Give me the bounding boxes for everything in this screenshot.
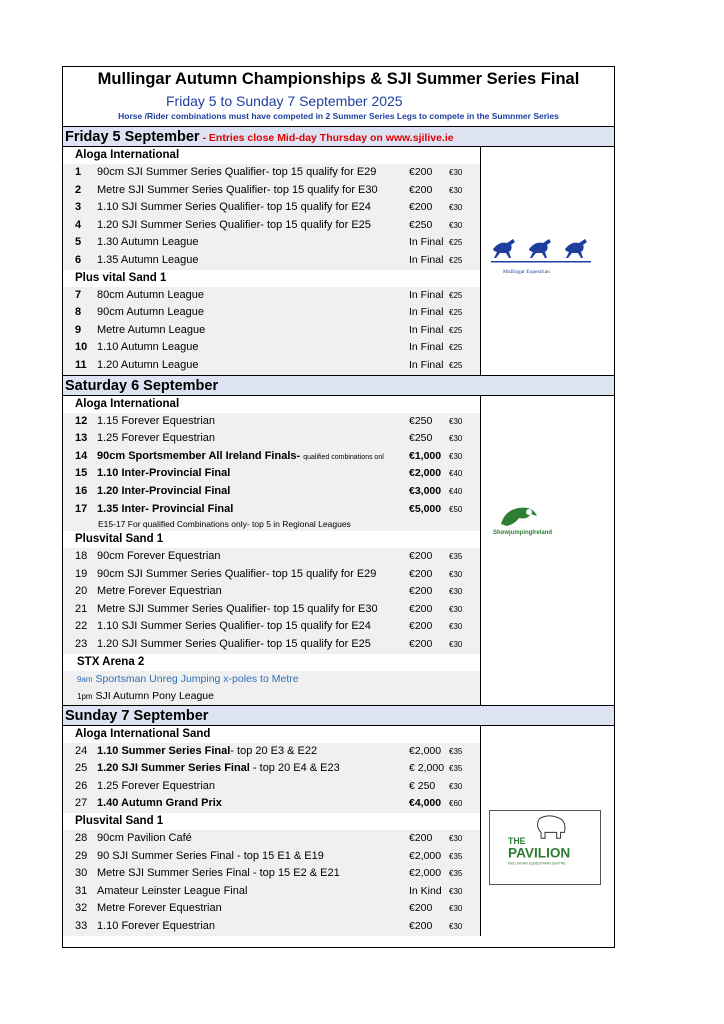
class-title: Metre Forever Equestrian bbox=[97, 902, 222, 915]
class-number: 9 bbox=[75, 323, 82, 336]
class-row bbox=[63, 413, 480, 431]
class-title-bold: 1.10 Summer Series Final bbox=[97, 744, 231, 757]
class-number: 13 bbox=[75, 432, 88, 445]
class-description bbox=[97, 164, 409, 182]
class-number: 30 bbox=[75, 867, 88, 880]
class-number: 2 bbox=[75, 183, 82, 196]
class-title: 90cm SJI Summer Series Qualifier- top 15 qualify for E29 bbox=[97, 567, 377, 580]
entry-fee: €25 bbox=[449, 308, 463, 318]
prize-fund: € 2,000 bbox=[409, 762, 445, 775]
class-title: - top 20 E4 & E23 bbox=[249, 762, 340, 775]
class-row bbox=[63, 217, 480, 235]
class-title: 1.20 SJI Summer Series Qualifier- top 15 qualify for E25 bbox=[97, 218, 371, 231]
class-list bbox=[63, 413, 480, 519]
class-number: 14 bbox=[75, 449, 88, 462]
prize-fund: €2,000 bbox=[409, 849, 442, 862]
prize-fund: €250 bbox=[409, 414, 433, 427]
entry-fee: €35 bbox=[449, 764, 463, 774]
class-row bbox=[63, 830, 480, 848]
entry-fee: €30 bbox=[449, 569, 463, 579]
entry-fee: €30 bbox=[449, 781, 463, 791]
class-title: 1.20 SJI Summer Series Qualifier- top 15 qualify for E25 bbox=[97, 638, 371, 651]
class-description bbox=[97, 918, 409, 936]
entry-fee: €25 bbox=[449, 343, 463, 353]
class-title-bold: 1.20 SJI Summer Series Final bbox=[97, 762, 250, 775]
entry-fee: €30 bbox=[449, 185, 463, 195]
class-qualifier-note: qualified combinations onl bbox=[303, 453, 384, 461]
class-row bbox=[63, 601, 480, 619]
mullingar-equestrian-logo bbox=[489, 231, 609, 281]
sunday-block bbox=[63, 726, 614, 936]
class-row bbox=[63, 182, 480, 200]
class-title: 1.35 Autumn League bbox=[97, 253, 199, 266]
class-number: 24 bbox=[75, 744, 88, 757]
class-row bbox=[63, 199, 480, 217]
day-header-saturday bbox=[63, 375, 614, 396]
class-title: 1.20 Autumn League bbox=[97, 358, 199, 371]
venue-label: Aloga International bbox=[63, 396, 480, 413]
class-title: 1.10 SJI Summer Series Qualifier- top 15 qualify for E24 bbox=[97, 201, 371, 214]
prize-fund: In Final bbox=[409, 306, 444, 319]
prize-fund: €200 bbox=[409, 602, 433, 615]
class-title: 90cm Autumn League bbox=[97, 306, 205, 319]
class-row bbox=[63, 483, 480, 501]
class-number: 19 bbox=[75, 567, 88, 580]
prize-fund: €200 bbox=[409, 550, 433, 563]
class-number: 32 bbox=[75, 902, 88, 915]
entry-fee: €30 bbox=[449, 451, 463, 461]
class-description: Sportsman Unreg Jumping x-poles to Metre bbox=[95, 672, 299, 685]
class-title: Amateur Leinster League Final bbox=[97, 884, 248, 897]
class-description bbox=[97, 483, 409, 501]
qualification-note: E15-17 For qualified Combinations only- top 5 in Regional Leagues bbox=[98, 519, 351, 530]
class-number: 6 bbox=[75, 253, 82, 266]
class-description bbox=[97, 601, 409, 619]
schedule-sheet bbox=[62, 66, 615, 948]
entry-fee: €30 bbox=[449, 416, 463, 426]
class-description bbox=[97, 618, 409, 636]
showjumping-ireland-logo bbox=[489, 500, 581, 538]
day-header-sunday bbox=[63, 705, 614, 726]
entry-fee: €30 bbox=[449, 203, 463, 213]
class-title: 90cm Sportsmember All Ireland Finals- bbox=[97, 449, 301, 462]
class-row bbox=[63, 357, 480, 375]
class-title: 80cm Autumn League bbox=[97, 288, 205, 301]
class-number: 20 bbox=[75, 585, 88, 598]
class-title: 1.25 Forever Equestrian bbox=[97, 432, 216, 445]
class-row bbox=[63, 636, 480, 654]
class-list bbox=[63, 743, 480, 813]
class-description bbox=[97, 322, 409, 340]
day-title: Sunday 7 September bbox=[65, 707, 209, 724]
class-title: Metre SJI Summer Series Final - top 15 E2 & E21 bbox=[97, 867, 340, 880]
class-number: 31 bbox=[75, 884, 88, 897]
header bbox=[63, 67, 614, 126]
class-title: 1.15 Forever Equestrian bbox=[97, 414, 216, 427]
class-description bbox=[97, 430, 409, 448]
entry-fee: €40 bbox=[449, 486, 463, 496]
entry-fee: €30 bbox=[449, 220, 463, 230]
prize-fund: €200 bbox=[409, 567, 433, 580]
class-row bbox=[63, 778, 480, 796]
entry-fee: €25 bbox=[449, 360, 463, 370]
prize-fund: In Final bbox=[409, 253, 444, 266]
entry-fee: €50 bbox=[449, 504, 463, 514]
class-description bbox=[97, 448, 409, 466]
class-title: 90cm SJI Summer Series Qualifier- top 15 qualify for E29 bbox=[97, 166, 377, 178]
class-title: 1.25 Forever Equestrian bbox=[97, 779, 216, 792]
event-dates: Friday 5 to Sunday 7 September 2025 bbox=[166, 93, 403, 109]
class-title: 90cm Forever Equestrian bbox=[97, 550, 221, 563]
day-header-friday bbox=[63, 126, 614, 147]
entry-fee: €30 bbox=[449, 640, 463, 650]
logo-text: ShowjumpingIreland bbox=[493, 529, 553, 536]
prize-fund: €200 bbox=[409, 183, 433, 196]
class-title: 1.10 Autumn League bbox=[97, 341, 199, 354]
class-number: 11 bbox=[75, 358, 87, 371]
class-title: Metre SJI Summer Series Qualifier- top 15 qualify for E30 bbox=[97, 183, 378, 196]
class-number: 27 bbox=[75, 797, 88, 810]
entry-fee: €30 bbox=[449, 834, 463, 844]
class-description bbox=[97, 501, 409, 519]
class-description bbox=[97, 252, 409, 270]
prize-fund: €2,000 bbox=[409, 744, 442, 757]
prize-fund: €2,000 bbox=[409, 467, 442, 480]
class-time: 1pm bbox=[77, 691, 93, 701]
class-row bbox=[63, 448, 480, 466]
class-row bbox=[63, 795, 480, 813]
class-number: 29 bbox=[75, 849, 88, 862]
class-row bbox=[63, 164, 480, 182]
venue-label: Plusvital Sand 1 bbox=[63, 813, 480, 830]
class-description bbox=[97, 413, 409, 431]
class-number: 22 bbox=[75, 620, 88, 633]
venue-label: Plusvital Sand 1 bbox=[63, 531, 480, 548]
venue-label: STX Arena 2 bbox=[63, 654, 480, 671]
entry-fee: €35 bbox=[449, 851, 463, 861]
class-description bbox=[97, 234, 409, 252]
venue-label: Aloga International bbox=[63, 147, 480, 164]
class-row bbox=[63, 548, 480, 566]
class-description bbox=[97, 583, 409, 601]
class-row bbox=[63, 848, 480, 866]
class-row bbox=[63, 287, 480, 305]
prize-fund: €4,000 bbox=[409, 797, 442, 810]
class-row bbox=[63, 322, 480, 340]
class-number: 1 bbox=[75, 166, 82, 178]
prize-fund: In Final bbox=[409, 323, 444, 336]
class-title: 90cm Pavilion Café bbox=[97, 832, 192, 845]
prize-fund: In Final bbox=[409, 341, 444, 354]
class-description bbox=[97, 217, 409, 235]
class-number: 7 bbox=[75, 288, 82, 301]
class-title: 90 SJI Summer Series Final - top 15 E1 & E19 bbox=[97, 849, 324, 862]
class-description bbox=[97, 848, 409, 866]
class-title: Metre Autumn League bbox=[97, 323, 206, 336]
class-list bbox=[63, 830, 480, 936]
class-description bbox=[97, 865, 409, 883]
extra-class-row bbox=[63, 671, 480, 688]
prize-fund: €200 bbox=[409, 832, 433, 845]
class-list bbox=[63, 287, 480, 375]
entry-fee: €25 bbox=[449, 325, 463, 335]
the-pavilion-logo bbox=[489, 810, 601, 885]
prize-fund: €250 bbox=[409, 432, 433, 445]
entry-fee: €30 bbox=[449, 604, 463, 614]
class-title: 1.10 Inter-Provincial Final bbox=[97, 467, 231, 480]
class-list bbox=[63, 548, 480, 654]
class-title: 1.30 Autumn League bbox=[97, 236, 199, 249]
eligibility-notice: Horse /Rider combinations must have competed in 2 Summer Series Legs to compete in the Sumnmer Series bbox=[118, 111, 559, 121]
class-number: 17 bbox=[75, 502, 88, 515]
class-row bbox=[63, 883, 480, 901]
class-number: 26 bbox=[75, 779, 88, 792]
prize-fund: €200 bbox=[409, 620, 433, 633]
prize-fund: In Final bbox=[409, 358, 444, 371]
entry-fee: €30 bbox=[449, 922, 463, 931]
entry-fee: €25 bbox=[449, 238, 463, 248]
class-description bbox=[97, 287, 409, 305]
prize-fund: €200 bbox=[409, 902, 433, 915]
prize-fund: €1,000 bbox=[409, 449, 442, 462]
logo-title-small: THE bbox=[508, 835, 526, 846]
entry-fee: €25 bbox=[449, 290, 463, 300]
entry-fee: €30 bbox=[449, 886, 463, 896]
class-description bbox=[97, 778, 409, 796]
class-row bbox=[63, 583, 480, 601]
logo-subtitle: MULLINGAR EQUESTRIAN CENTRE bbox=[508, 861, 566, 866]
class-number: 23 bbox=[75, 638, 88, 651]
entry-fee: €30 bbox=[449, 622, 463, 632]
entry-fee: €60 bbox=[449, 799, 463, 809]
class-row bbox=[63, 760, 480, 778]
class-title: 1.10 SJI Summer Series Qualifier- top 15 qualify for E24 bbox=[97, 620, 371, 633]
class-row bbox=[63, 743, 480, 761]
saturday-block bbox=[63, 396, 614, 705]
entry-fee: €30 bbox=[449, 434, 463, 444]
logo-title: PAVILION bbox=[508, 845, 571, 861]
class-row bbox=[63, 865, 480, 883]
logo-text: Mullingar Equestrian bbox=[503, 269, 550, 275]
entry-fee: €25 bbox=[449, 255, 463, 265]
class-number: 33 bbox=[75, 920, 88, 932]
prize-fund: In Final bbox=[409, 236, 444, 249]
class-title: Metre SJI Summer Series Qualifier- top 15 qualify for E30 bbox=[97, 602, 378, 615]
class-number: 8 bbox=[75, 306, 82, 319]
venue-label: Plus vital Sand 1 bbox=[63, 270, 480, 287]
class-description bbox=[97, 636, 409, 654]
prize-fund: €200 bbox=[409, 585, 433, 598]
class-number: 21 bbox=[75, 602, 88, 615]
class-row bbox=[63, 234, 480, 252]
class-description bbox=[97, 760, 409, 778]
day-title: Friday 5 September bbox=[65, 129, 200, 145]
class-row bbox=[63, 501, 480, 519]
class-description bbox=[97, 357, 409, 375]
class-description bbox=[97, 548, 409, 566]
class-title: - top 20 E3 & E22 bbox=[230, 744, 318, 757]
class-row bbox=[63, 465, 480, 483]
friday-block bbox=[63, 147, 614, 375]
class-title: 1.35 Inter- Provincial Final bbox=[97, 502, 234, 515]
entry-fee: €30 bbox=[449, 168, 463, 177]
class-description bbox=[97, 304, 409, 322]
class-number: 18 bbox=[75, 550, 88, 563]
extra-class-row bbox=[63, 688, 480, 705]
class-description bbox=[97, 465, 409, 483]
class-description bbox=[97, 566, 409, 584]
class-number: 12 bbox=[75, 414, 88, 427]
class-number: 5 bbox=[75, 236, 82, 249]
class-description bbox=[97, 795, 409, 813]
class-description bbox=[97, 199, 409, 217]
class-title: Metre Forever Equestrian bbox=[97, 585, 222, 598]
prize-fund: €5,000 bbox=[409, 502, 442, 515]
prize-fund: €250 bbox=[409, 218, 433, 231]
entry-fee: €30 bbox=[449, 587, 463, 597]
class-description bbox=[97, 339, 409, 357]
class-title-bold: 1.40 Autumn Grand Prix bbox=[97, 797, 222, 810]
class-time: 9am bbox=[77, 674, 93, 684]
prize-fund: €200 bbox=[409, 166, 433, 178]
day-title: Saturday 6 September bbox=[65, 377, 219, 394]
prize-fund: €200 bbox=[409, 920, 433, 932]
class-title: 1.20 Inter-Provincial Final bbox=[97, 484, 231, 497]
venue-label: Aloga International Sand bbox=[63, 726, 480, 743]
class-row bbox=[63, 918, 480, 936]
class-description bbox=[97, 182, 409, 200]
prize-fund: €2,000 bbox=[409, 867, 442, 880]
prize-fund: In Final bbox=[409, 288, 444, 301]
class-row bbox=[63, 566, 480, 584]
class-number: 4 bbox=[75, 218, 82, 231]
class-row bbox=[63, 900, 480, 918]
entry-fee: €40 bbox=[449, 469, 463, 479]
class-description bbox=[97, 900, 409, 918]
entry-fee: €30 bbox=[449, 904, 463, 914]
entry-fee: €35 bbox=[449, 552, 463, 562]
prize-fund: In Kind bbox=[409, 884, 442, 897]
class-list bbox=[63, 164, 480, 270]
class-description bbox=[97, 883, 409, 901]
entries-close-note: - Entries close Mid-day Thursday on www.sjilive.ie bbox=[199, 132, 454, 144]
class-title: 1.10 Forever Equestrian bbox=[97, 920, 216, 932]
class-number: 10 bbox=[75, 341, 88, 354]
class-row bbox=[63, 339, 480, 357]
class-row bbox=[63, 618, 480, 636]
entry-fee: €35 bbox=[449, 746, 463, 756]
class-row bbox=[63, 430, 480, 448]
class-description: SJI Autumn Pony League bbox=[95, 689, 214, 702]
class-number: 16 bbox=[75, 484, 88, 497]
prize-fund: €200 bbox=[409, 638, 433, 651]
class-row bbox=[63, 304, 480, 322]
prize-fund: €200 bbox=[409, 201, 433, 214]
class-description bbox=[97, 743, 409, 761]
entry-fee: €35 bbox=[449, 869, 463, 879]
class-number: 3 bbox=[75, 201, 82, 214]
prize-fund: €3,000 bbox=[409, 484, 442, 497]
class-description bbox=[97, 830, 409, 848]
page-title: Mullingar Autumn Championships & SJI Summer Series Final bbox=[97, 70, 580, 88]
class-number: 15 bbox=[75, 467, 88, 480]
class-number: 28 bbox=[75, 832, 88, 845]
class-number: 25 bbox=[75, 762, 88, 775]
class-row bbox=[63, 252, 480, 270]
prize-fund: € 250 bbox=[409, 779, 436, 792]
